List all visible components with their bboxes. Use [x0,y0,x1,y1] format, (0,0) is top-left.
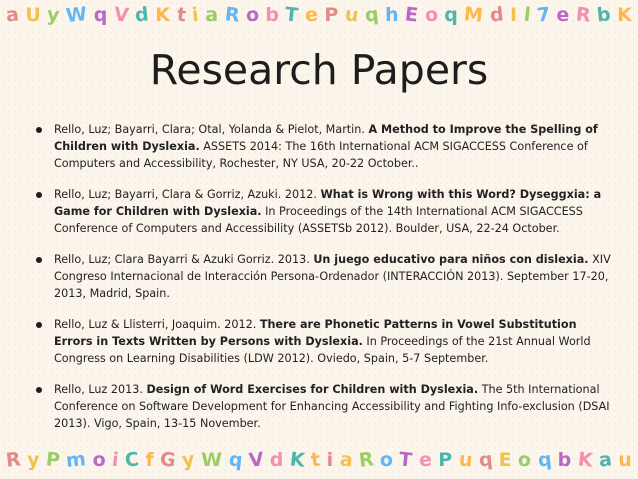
decorative-letter: h [385,4,399,26]
decorative-letter: u [618,449,632,471]
decorative-letter: R [223,3,241,27]
page-title: Research Papers [149,46,489,94]
decorative-letter: i [110,448,120,472]
decorative-letter: f [145,449,154,471]
decorative-letter: K [288,448,306,472]
decorative-letter-strip-bottom [0,447,638,473]
decorative-letter: d [488,3,505,27]
decorative-letter: e [303,3,319,27]
paper-venue: In Proceedings of the 21st Annual World Congress on Learning Disabilities (LDW 2012). Oviedo, Spain, 5-7 September. [54,335,591,365]
paper-item [36,186,611,237]
decorative-letter: W [65,2,89,28]
paper-authors: Rello, Luz; Bayarri, Clara; Otal, Yolanda & Pielot, Martin. [54,123,369,136]
paper-item [36,251,611,302]
decorative-letter: M [463,3,485,27]
paper-title: A Method to Improve the Spelling of Children with Dyslexia. [54,123,598,153]
decorative-letter: T [398,448,414,472]
decorative-letter: P [438,449,453,471]
paper-title: What is Wrong with this Word? Dyseggxia: a Game for Children with Dyslexia. [54,188,602,218]
decorative-letter: d [269,449,284,471]
decorative-letter: P [324,4,339,26]
decorative-letter: o [244,3,260,27]
decorative-letter: K [617,4,632,26]
decorative-letter: T [284,3,300,27]
paper-venue: ASSETS 2014: The 16th International ACM SIGACCESS Conference of Computers and Accessibility, Rochester, NY USA, 20-22 October.. [54,140,588,170]
decorative-letter: a [4,3,20,27]
decorative-letter: t [309,448,322,472]
decorative-letter: b [595,3,612,27]
decorative-letter: l [522,3,532,27]
paper-authors: Rello, Luz; Bayarri, Clara & Gorriz, Azuki. 2012. [54,188,321,201]
paper-item [36,381,611,432]
decorative-letter: q [477,448,494,472]
paper-venue: In Proceedings of the 14th International ACM SIGACCESS Conference of Computers and Accessibility (ASSETSb 2012). Boulder, USA, 22-24 October. [54,205,583,235]
decorative-letter: y [181,448,196,472]
decorative-letter: y [46,3,61,27]
decorative-letter: e [417,448,433,472]
decorative-letter: o [379,449,393,471]
decorative-letter: 7 [535,3,551,27]
decorative-letter: a [205,4,219,26]
paper-title: Design of Word Exercises for Children with Dyslexia. [146,383,479,396]
decorative-letter: o [92,449,106,471]
decorative-letter: u [343,3,360,27]
decorative-letter: u [457,448,474,472]
decorative-letter: q [93,4,108,26]
decorative-letter: R [357,448,375,472]
decorative-letter: o [516,448,533,472]
decorative-letter: R [574,3,592,27]
decorative-letter: o [423,3,439,27]
paper-venue: The 5th International Conference on Software Development for Enhancing Accessibility and Fighting Info-exclusion (DSAI 2013). Vigo, Spain, 13-15 November. [54,383,610,430]
decorative-letter: q [227,448,244,472]
paper-authors: Rello, Luz; Clara Bayarri & Azuki Gorriz. 2013. [54,253,314,266]
decorative-letter: t [175,3,187,27]
decorative-letter: U [25,4,41,26]
decorative-letter: i [191,3,200,27]
decorative-letter: y [27,449,40,471]
paper-authors: Rello, Luz 2013. [54,383,147,396]
decorative-letter: E [498,449,512,471]
paper-venue: XIV Congreso Internacional de Interacción Persona-Ordenador (INTERACCIÓN 2013). September 17-20, 2013, Madrid, Spain. [54,253,611,300]
paper-item [36,316,611,367]
decorative-letter: G [159,448,177,472]
decorative-letter: a [597,448,613,472]
decorative-letter: q [444,4,458,26]
decorative-letter: R [4,448,22,472]
decorative-letter: E [404,3,420,27]
decorative-letter: K [576,448,594,472]
decorative-letter: d [134,3,150,27]
decorative-letter: I [509,4,518,26]
decorative-letter: P [44,448,61,472]
decorative-letter: b [557,449,572,471]
decorative-letter: m [65,448,88,472]
decorative-letter: a [338,448,354,472]
decorative-letter: i [326,449,334,471]
decorative-letter-strip-top [0,2,638,28]
decorative-letter: V [247,448,265,472]
decorative-letter: W [201,449,223,471]
paper-title: There are Phonetic Patterns in Vowel Substitution Errors in Texts Written by Persons with Dyslexia. [54,318,577,348]
decorative-letter: q [536,448,553,472]
decorative-letter: e [556,4,570,26]
decorative-letter: q [363,3,380,27]
paper-item [36,121,611,172]
paper-list [36,121,611,446]
decorative-letter: b [265,4,279,26]
paper-title: Un juego educativo para niños con dislexia. [313,253,589,266]
decorative-letter: C [123,448,141,472]
decorative-letter: K [155,4,171,26]
paper-authors: Rello, Luz & Llisterri, Joaquim. 2012. [54,318,260,331]
decorative-letter: V [112,3,130,27]
